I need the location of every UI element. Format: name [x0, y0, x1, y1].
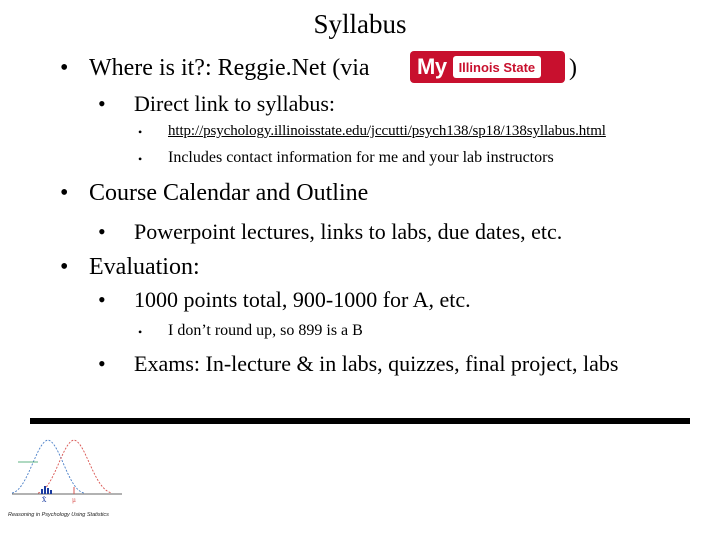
bullet: • — [98, 287, 106, 312]
course-footer-text: Reasoning in Psychology Using Statistics — [8, 512, 109, 518]
contact-info-text: Includes contact information for me and your lab instructors — [168, 149, 554, 166]
curve-red — [38, 440, 112, 493]
logo-name-text: Illinois State — [453, 56, 542, 78]
bullet: • — [98, 219, 106, 244]
bullet: • — [138, 152, 143, 166]
course-calendar-heading: Course Calendar and Outline — [89, 180, 369, 206]
direct-link-label: Direct link to syllabus: — [134, 91, 336, 116]
points-text: 1000 points total, 900-1000 for A, etc. — [134, 287, 471, 312]
curve-blue — [12, 440, 84, 493]
my-illinois-state-logo[interactable] — [410, 51, 565, 83]
sample-bar — [50, 490, 52, 494]
distribution-curves-graphic — [8, 432, 126, 504]
bullet: • — [60, 55, 69, 81]
rounding-text: I don’t round up, so 899 is a B — [168, 322, 363, 339]
bullet: • — [98, 351, 106, 376]
where-text: Where is it?: Reggie.Net (via — [89, 55, 370, 81]
bullet: • — [138, 125, 143, 139]
exams-text: Exams: In-lecture & in labs, quizzes, final project, labs — [134, 351, 619, 376]
mu-label: μ — [72, 497, 76, 504]
bullet: • — [98, 91, 106, 116]
footer-divider — [30, 418, 690, 424]
bullet: • — [138, 325, 143, 339]
evaluation-heading: Evaluation: — [89, 254, 200, 280]
syllabus-link[interactable]: http://psychology.illinoisstate.edu/jccutti/psych138/sp18/138syllabus.html — [168, 123, 606, 139]
sample-bar — [41, 489, 43, 494]
bullet: • — [60, 180, 69, 206]
sample-bar — [44, 486, 46, 494]
bullet: • — [60, 254, 69, 280]
logo-my-text: My — [417, 54, 447, 79]
slide-title: Syllabus — [313, 9, 407, 39]
where-close-paren: ) — [569, 55, 577, 81]
sample-bar — [47, 488, 49, 494]
powerpoint-text: Powerpoint lectures, links to labs, due dates, etc. — [134, 219, 563, 244]
xbar-label: X̄ — [42, 497, 47, 504]
